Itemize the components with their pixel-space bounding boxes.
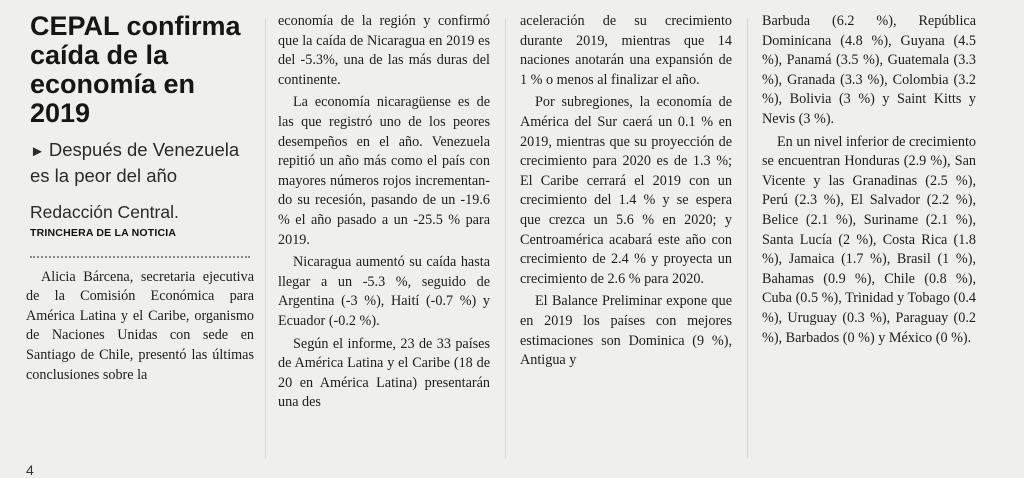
dotted-divider [30, 252, 250, 258]
paragraph: La economía nicaragüense es de las que registró uno de los peores desempeños en el año. Venezuela repitió un año más como el país con mayores números rojos incrementando su recesión, pasando de un -19.6 % el año pasado a un -25.5 % para 2019. [278, 94, 490, 248]
column-3 [520, 12, 732, 374]
column-4 [762, 12, 976, 351]
paragraph: Barbuda (6.2 %), República Dominicana (4.8 %), Guyana (4.5 %), Panamá (3.5 %), Guatemala (3.3 %), Granada (3.3 %), Colombia (3.2 %), Bolivia (3 %) y Saint Kitts y Nevis (3 %). [762, 13, 976, 127]
paragraph: Nicaragua aumentó su caída hasta llegar a un -5.3 %, seguido de Argentina (-3 %), Haití (-0.7 %) y Ecuador (-0.2 %). [278, 254, 490, 329]
paragraph: En un nivel inferior de crecimiento se encuentran Honduras (2.9 %), San Vicente y las Granadinas (2.5 %), Perú (2.3 %), El Salvador (2.2 %), Belice (2.1 %), Suriname (2.1 %), Santa Lucía (2 %), Costa Rica (1.8 %), Jamaica (1.7 %), Brasil (1 %), Bahamas (0.9 %), Chile (0.8 %), Cuba (0.5 %), Trinidad y Tobago (0.4 %), Uruguay (0.3 %), Paraguay (0.2 %), Barbados (0 %) y México (0 %). [762, 133, 976, 346]
column-2 [278, 12, 490, 416]
column-rule [505, 18, 506, 458]
paragraph: Alicia Bárcena, secretaria ejecutiva de la Comisión Económica para América Latina y el Caribe, organismo de Naciones Unidas con sede en Santiago de Chile, presentó las últimas conclusiones sobre la [26, 268, 254, 383]
source-label: TRINCHERA DE LA NOTICIA [30, 227, 177, 239]
paragraph: Según el informe, 23 de 33 países de América Latina y el Caribe (18 de 20 en América Latina) presentarán una des [278, 335, 490, 411]
paragraph: economía de la región y confirmó que la caída de Nicaragua en 2019 es del -5.3%, una de las más duras del continente. [278, 13, 490, 88]
triangle-bullet-icon: ► [30, 143, 45, 160]
subheadline-text: Después de Venezuela es la peor del año [30, 139, 240, 186]
paragraph: El Balance Preliminar expone que en 2019 los países con mejores estimaciones son Dominica (9 %), Antigua y [520, 293, 732, 369]
paragraph: aceleración de su crecimiento durante 2019, mientras que 14 naciones anotarán una expansión de 1 % o menos al finalizar el año. [520, 13, 732, 88]
headline: CEPAL confirma caída de la economía en 2019 [30, 11, 241, 128]
column-rule [747, 18, 748, 458]
column-1 [26, 12, 254, 388]
page-number: 4 [26, 462, 34, 478]
byline: Redacción Central. [30, 202, 179, 222]
subheadline [30, 138, 254, 188]
paragraph: Por subregiones, la economía de América del Sur caerá un 0.1 % en 2019, mientras que su proyección de crecimiento para 2020 es de 1.3 %; El Caribe cerrará el 2019 con un crecimiento del 1.4 % y se espera que crezca un 5.6 % en 2020; y Centroamérica acabará este año con crecimiento de 2.4 % y proyecta un crecimiento de 2.6 % para 2020. [520, 94, 732, 287]
column-rule [265, 18, 266, 458]
